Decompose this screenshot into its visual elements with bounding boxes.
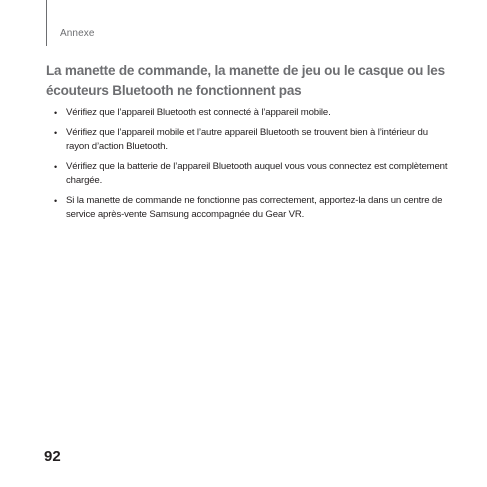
list-item-text: Vérifiez que la batterie de l’appareil Bluetooth auquel vous vous connectez est complètement chargée. — [66, 161, 448, 186]
section-label: Annexe — [60, 28, 95, 39]
bullet-icon: • — [54, 162, 58, 172]
bullet-icon: • — [54, 196, 58, 206]
section-heading: La manette de commande, la manette de jeu ou le casque ou les écouteurs Bluetooth ne fonctionnent pas — [46, 63, 445, 98]
section-divider — [46, 0, 47, 46]
bullet-icon: • — [54, 128, 58, 138]
list-item-text: Si la manette de commande ne fonctionne pas correctement, apportez-la dans un centre de service après-vente Samsung accompagnée du Gear VR. — [66, 195, 443, 220]
list-item — [54, 106, 449, 120]
troubleshooting-list — [54, 106, 449, 228]
list-item — [54, 194, 449, 222]
bullet-icon: • — [54, 108, 58, 118]
list-item-text: Vérifiez que l’appareil Bluetooth est connecté à l’appareil mobile. — [66, 107, 331, 118]
list-item — [54, 160, 449, 188]
page-number: 92 — [44, 448, 61, 465]
list-item-text: Vérifiez que l’appareil mobile et l’autre appareil Bluetooth se trouvent bien à l’intérieur du rayon d’action Bluetooth. — [66, 127, 428, 152]
list-item — [54, 126, 449, 154]
